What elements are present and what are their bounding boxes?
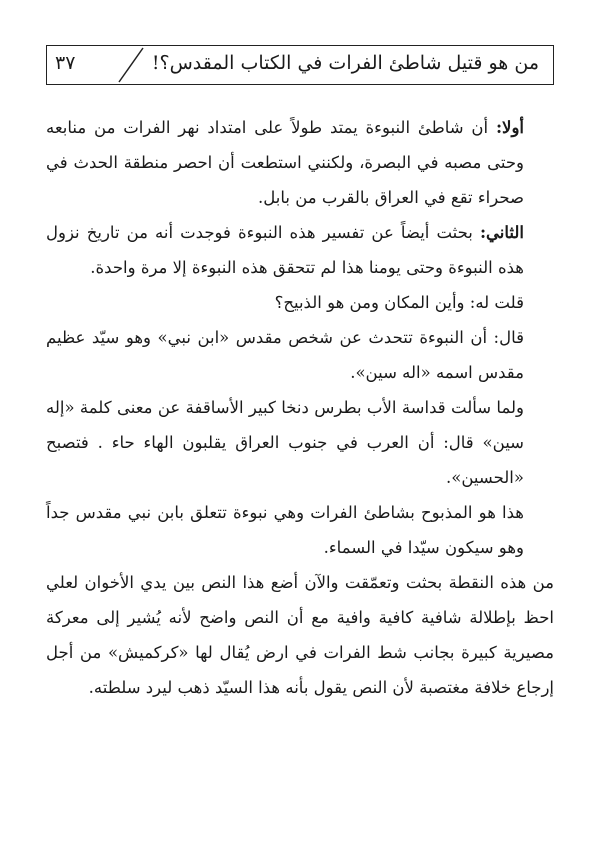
paragraph-text: بحثت أيضاً عن تفسير هذه النبوءة فوجدت أنه من تاريخ نزول هذه النبوءة وحتى يومنا هذا لم تتحقق هذه النبوءة إلا مرة واحدة. [46, 223, 524, 277]
chapter-title: من هو قتيل شاطئ الفرات في الكتاب المقدس؟! [151, 52, 539, 74]
paragraph-bishop: ولما سألت قداسة الأب بطرس دنخا كبير الأساقفة عن معنى كلمة «إله سين» قال: أن العرب في جنوب العراق يقلبون الهاء حاء . فتصبح «الحسين». [46, 398, 524, 487]
paragraph-question: قلت له: وأين المكان ومن هو الذبيح؟ [274, 293, 524, 312]
page-header [46, 45, 554, 85]
paragraph-lead: الثاني: [479, 223, 524, 242]
page-number: ٣٧ [55, 52, 76, 74]
paragraph-second [46, 215, 554, 285]
paragraph-lead: أولا: [495, 118, 524, 137]
body-text [46, 110, 554, 705]
paragraph-first [46, 110, 554, 215]
header-divider-slash [111, 46, 151, 84]
paragraph-text: أن شاطئ النبوءة يمتد طولاً على امتداد نهر الفرات من منابعه وحتى مصبه في البصرة، ولكنني استطعت أن احصر منطقة الحدث في صحراء تقع في العراق بالقرب من بابل. [46, 118, 524, 207]
paragraph-slain: هذا هو المذبوح بشاطئ الفرات وهي نبوءة تتعلق بابن نبي مقدس جداً وهو سيكون سيّدا في السماء. [46, 503, 524, 557]
paragraph-research: من هذه النقطة بحثت وتعمّقت والآن أضع هذا النص بين يدي الأخوان لعلي احظ بإطلالة شافية كافية وافية مع أن النص واضح لأنه يُشير إلى معركة مصيرية كبيرة بجانب شط الفرات في ارض يُقال لها «كركميش» من أجل إرجاع خلافة مغتصبة لأن النص يقول بأنه هذا السيّد ذهب ليرد سلطته. [46, 573, 554, 697]
paragraph-answer: قال: أن النبوءة تتحدث عن شخص مقدس «ابن نبي» وهو سيّد عظيم مقدس اسمه «اله سين». [46, 328, 524, 382]
